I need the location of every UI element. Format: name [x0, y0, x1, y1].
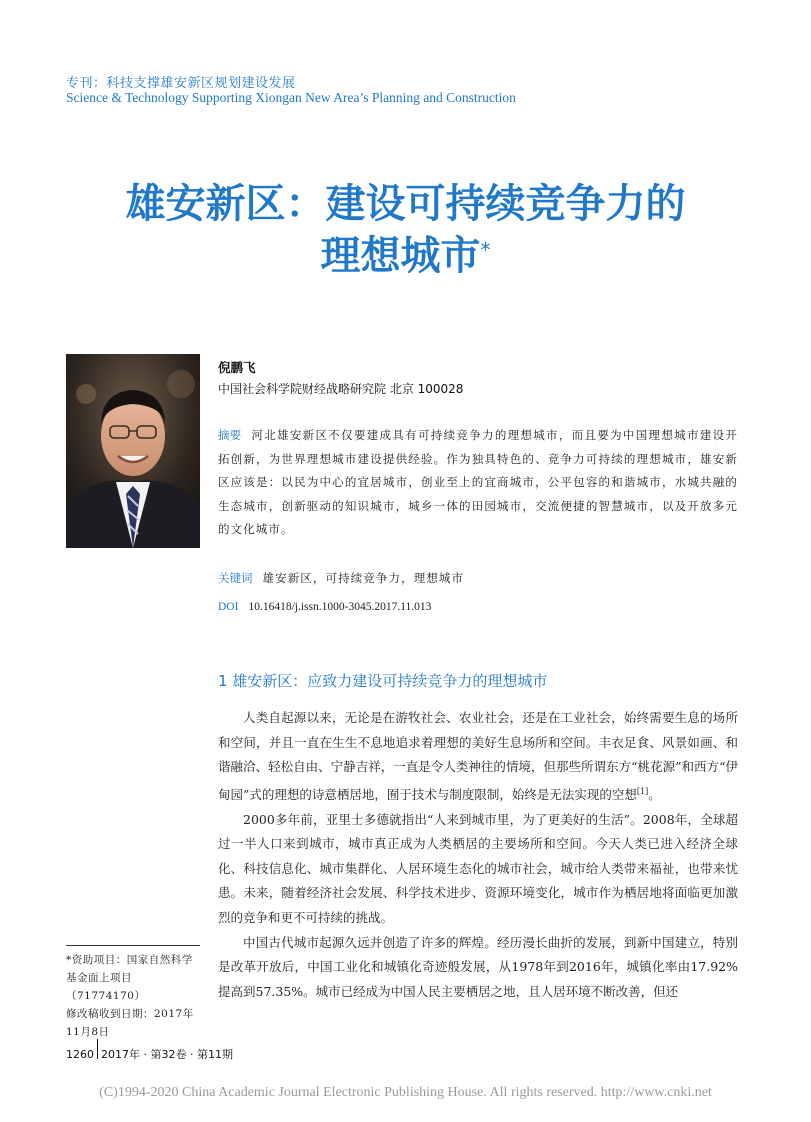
- paragraph-text: 人类自起源以来，无论是在游牧社会、农业社会，还是在工业社会，始终需要生息的场所和空间，并且一直在生生不息地追求着理想的美好生息场所和空间。丰衣足食、风景如画、和谐融洽、轻松自由、宁静吉祥，一直是令人类神往的情境，但那些所谓东方“桃花源”和西方“伊甸园”式的理想的诗意栖居地，囿于技术与制度限制，始终是无法实现的空想: [218, 710, 738, 802]
- page-footer: [66, 1045, 233, 1065]
- abstract-text: 河北雄安新区不仅要建成具有可持续竞争力的理想城市，而且要为中国理想城市建设开拓创新，为世界理想城市建设提供经验。作为独具特色的、竞争力可持续的理想城市，雄安新区应该是：以民为中心的宜居城市，创业至上的宜商城市，公平包容的和谐城市，水城共融的生态城市，创新驱动的知识城市，城乡一体的田园城市，交流便捷的智慧城市，以及开放多元的文化城市。: [218, 428, 738, 536]
- abstract: [218, 424, 738, 542]
- footnote-funding: *资助项目：国家自然科学基金面上项目（71774170）: [66, 954, 193, 1002]
- keywords: [218, 570, 464, 586]
- copyright-notice: (C)1994-2020 China Academic Journal Electronic Publishing House. All rights reserved. http://www.cnki.net: [99, 1085, 712, 1100]
- paragraph: 中国古代城市起源久远并创造了许多的辉煌。经历漫长曲折的发展，到新中国建立，特别是改革开放后，中国工业化和城镇化奇迹般发展，从1978年到2016年，城镇化率由17.92%提高到57.35%。城市已经成为中国人民主要栖居之地，且人居环境不断改善，但还: [218, 934, 738, 999]
- footnote-received-date: 修改稿收到日期：2017年11月8日: [66, 1008, 194, 1038]
- article-title-line2-text: 理想城市: [320, 233, 481, 279]
- author-portrait-image: [66, 354, 200, 548]
- article-title-line2: [0, 230, 811, 282]
- doi-text[interactable]: 10.16418/j.issn.1000-3045.2017.11.013: [248, 601, 432, 613]
- author-affiliation: 中国社会科学院财经战略研究院 北京 100028: [218, 382, 464, 396]
- keywords-label: 关键词: [218, 571, 253, 585]
- page-number: 1260: [66, 1048, 94, 1061]
- citation-ref: [1]: [636, 786, 649, 796]
- column-header-zh: 专刊：科技支撑雄安新区规划建设发展: [66, 76, 296, 91]
- title-footnote-mark: *: [480, 238, 491, 262]
- doi: [218, 601, 431, 613]
- journal-issue: 2017年 · 第32卷 · 第11期: [101, 1048, 233, 1061]
- article-title-line1: 雄安新区：建设可持续竞争力的: [125, 181, 686, 227]
- doi-label: DOI: [218, 601, 239, 613]
- paragraph: 2000多年前，亚里士多德就指出“人来到城市里，为了更美好的生活”。2008年，全球超过一半人口来到城市，城市真正成为人类栖居的主要场所和空间。今天人类已进入经济全球化、科技信息化、城市集群化、人居环境生态化的城市社会，城市给人类带来福祉，也带来忧患。未来，随着经济社会发展、科学技术进步、资源环境变化，城市作为栖居地将面临更加激烈的竞争和更不可持续的挑战。: [218, 811, 738, 925]
- footnote: [66, 951, 202, 1041]
- author-name: 倪鹏飞: [218, 360, 256, 375]
- author-photo: [66, 354, 200, 548]
- body-text: [218, 706, 738, 1004]
- footer-divider: [97, 1039, 98, 1059]
- abstract-label: 摘要: [218, 428, 242, 442]
- section-heading: 1 雄安新区：应致力建设可持续竞争力的理想城市: [218, 672, 548, 690]
- paragraph-end: 。: [648, 786, 661, 802]
- keywords-text: 雄安新区，可持续竞争力，理想城市: [262, 571, 465, 585]
- paragraph: [218, 706, 738, 808]
- footnote-divider: [66, 945, 200, 946]
- column-header-en: Science & Technology Supporting Xiongan New Area’s Planning and Construction: [66, 90, 516, 105]
